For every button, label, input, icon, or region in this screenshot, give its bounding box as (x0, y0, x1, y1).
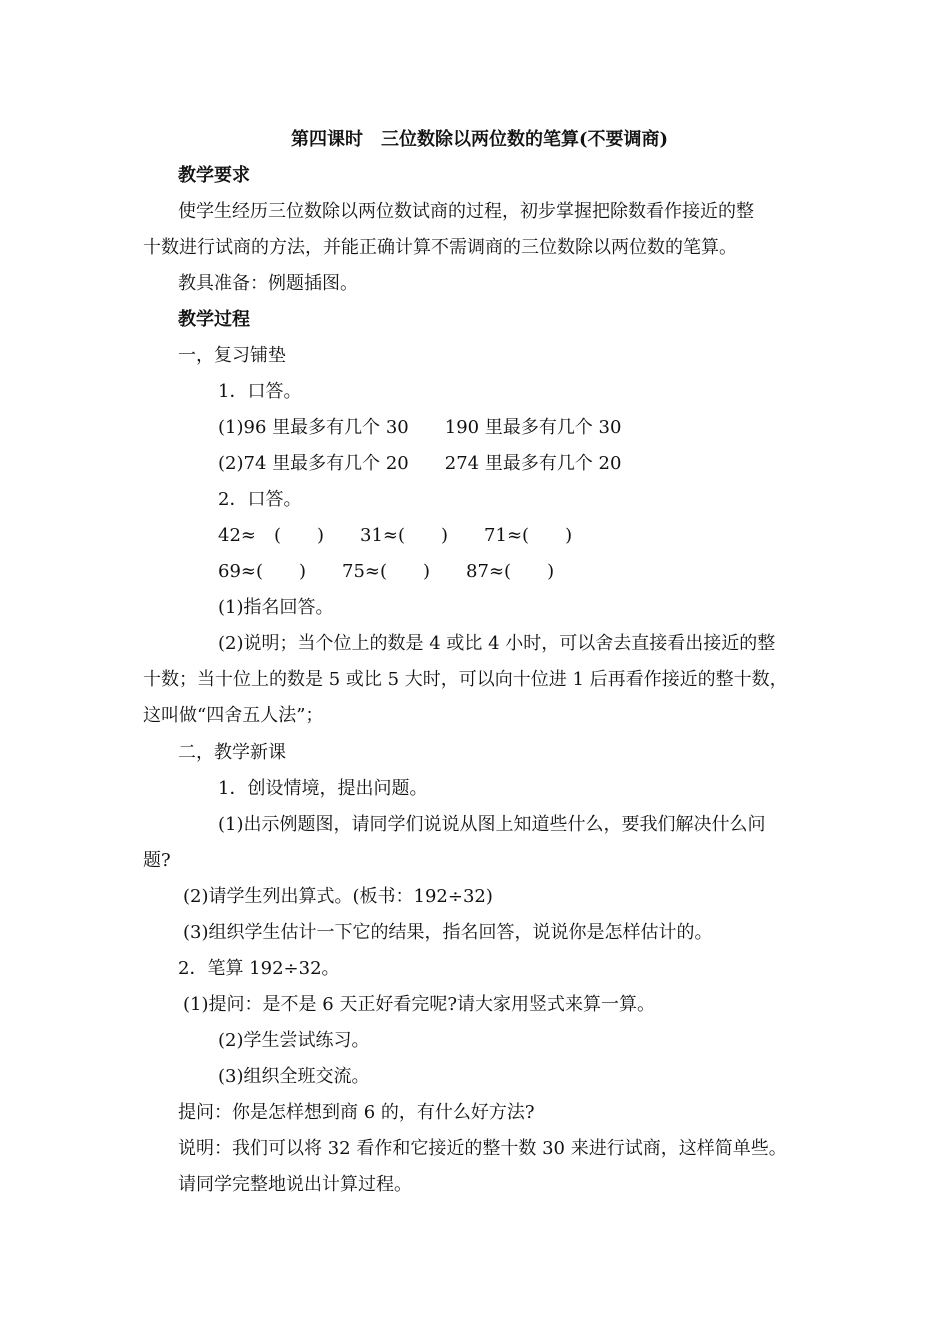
ask-line: 提问：你是怎样想到商 6 的，有什么好方法? (178, 1102, 535, 1123)
new-item-1a-line-1: (1)出示例题图，请同学们说说从图上知道些什么，要我们解决什么问 (218, 814, 766, 835)
page-title: 第四课时 三位数除以两位数的笔算(不要调商) (291, 129, 669, 150)
tools-line: 教具准备：例题插图。 (178, 273, 358, 294)
heading-process: 教学过程 (178, 309, 250, 330)
new-item-2: 2．笔算 192÷32。 (178, 958, 340, 979)
item-oral-1: 1．口答。 (218, 381, 302, 402)
approx-row-1: 42≈ ( ) 31≈( ) 71≈( ) (218, 525, 573, 546)
heading-requirements: 教学要求 (178, 165, 250, 186)
new-item-2c: (3)组织全班交流。 (218, 1066, 370, 1087)
step-answer: (1)指名回答。 (218, 597, 334, 618)
requirements-line-1: 使学生经历三位数除以两位数试商的过程，初步掌握把除数看作接近的整 (178, 201, 754, 222)
explain-line-2: 十数；当十位上的数是 5 或比 5 大时，可以向十位进 1 后再看作接近的整十数， (143, 669, 788, 690)
closing-line: 请同学完整地说出计算过程。 (178, 1174, 412, 1195)
explain2-line: 说明：我们可以将 32 看作和它接近的整十数 30 来进行试商，这样简单些。 (178, 1138, 787, 1159)
requirements-line-2: 十数进行试商的方法，并能正确计算不需调商的三位数除以两位数的笔算。 (143, 237, 737, 258)
explain-line-1: (2)说明；当个位上的数是 4 或比 4 小时，可以舍去直接看出接近的整 (218, 633, 776, 654)
oral-question-1: (1)96 里最多有几个 30 190 里最多有几个 30 (218, 417, 622, 438)
approx-row-2: 69≈( ) 75≈( ) 87≈( ) (218, 561, 555, 582)
new-item-1c: (3)组织学生估计一下它的结果，指名回答，说说你是怎样估计的。 (183, 922, 713, 943)
new-item-2b: (2)学生尝试练习。 (218, 1030, 370, 1051)
item-oral-2: 2．口答。 (218, 489, 302, 510)
new-item-1: 1．创设情境，提出问题。 (218, 778, 428, 799)
explain-line-3: 这叫做“四舍五人法”； (143, 705, 324, 726)
oral-question-2: (2)74 里最多有几个 20 274 里最多有几个 20 (218, 453, 622, 474)
new-item-1a-line-2: 题? (143, 850, 171, 871)
section-review: 一，复习铺垫 (178, 345, 286, 366)
new-item-1b: (2)请学生列出算式。(板书：192÷32) (183, 886, 493, 907)
section-new-lesson: 二，教学新课 (178, 742, 286, 763)
new-item-2a: (1)提问：是不是 6 天正好看完呢?请大家用竖式来算一算。 (183, 994, 656, 1015)
